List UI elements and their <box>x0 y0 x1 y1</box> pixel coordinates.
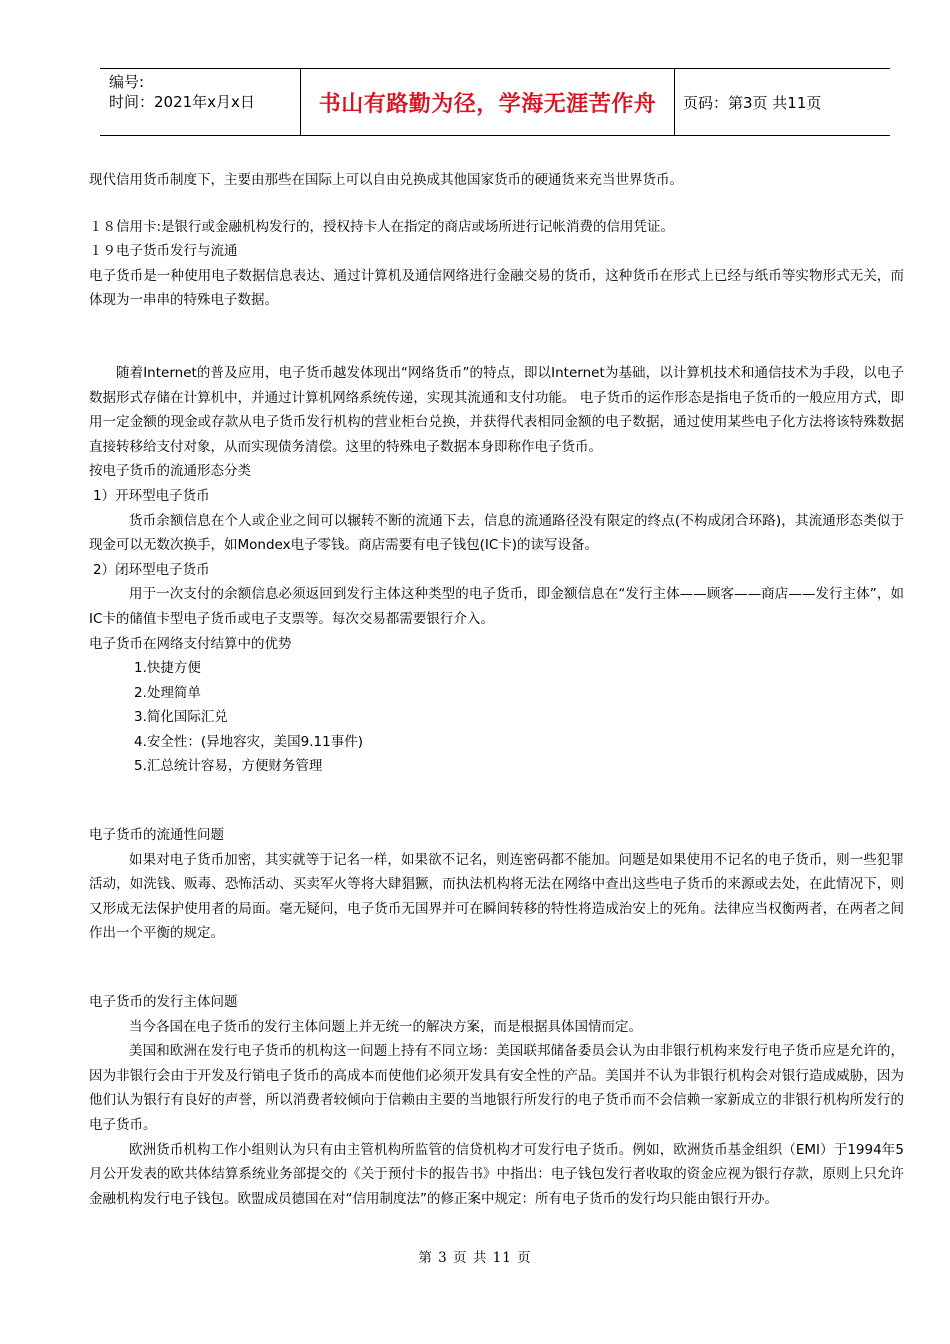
page-footer: 第 3 页 共 11 页 <box>418 1250 532 1266</box>
subheading-circulation: 电子货币的流通性问题 <box>89 827 224 844</box>
subheading-open-loop: 1）开环型电子货币 <box>93 487 210 504</box>
header-page-info: 页码：第3页 共11页 <box>683 93 822 112</box>
list-item: 3.简化国际汇兑 <box>134 709 228 726</box>
subheading-advantages: 电子货币在网络支付结算中的优势 <box>89 635 292 652</box>
header-meta-cell <box>100 69 301 135</box>
list-item: 4.安全性：(异地容灾，美国9.11事件) <box>134 733 363 750</box>
header-motto: 书山有路勤为径，学海无涯苦作舟 <box>301 69 675 135</box>
paragraph: 随着Internet的普及应用，电子货币越发体现出“网络货币”的特点，即以Internet为基础，以计算机技术和通信技术为手段，以电子数据形式存储在计算机中，并通过计算机网络系统传递，实现其流通和支付功能。 电子货币的运作形态是指电子货币的一般应用方式，即用一定金额的现金或存款从电子货币发行机构的营业柜台兑换，并获得代表相同金额的电子数据，通过使用某些电子化方法将该特殊数据直接转移给支付对象，从而实现债务清偿。这里的特殊电子数据本身即称作电子货币。 <box>89 364 904 455</box>
subheading-closed-loop: 2）闭环型电子货币 <box>93 561 210 578</box>
document-header <box>100 68 890 136</box>
paragraph: 欧洲货币机构工作小组则认为只有由主管机构所监管的信贷机构才可发行电子货币。例如，欧洲货币基金组织（EMI）于1994年5月公开发表的欧共体结算系统业务部提交的《关于预付卡的报告书》中指出：电子钱包发行者收取的资金应视为银行存款，原则上只允许金融机构发行电子钱包。欧盟成员德国在对“信用制度法”的修正案中规定：所有电子货币的发行均只能由银行开办。 <box>89 1141 904 1207</box>
list-item: 5.汇总统计容易，方便财务管理 <box>134 758 323 775</box>
date-label: 时间：2021年x月x日 <box>109 93 255 111</box>
subheading-issuer: 电子货币的发行主体问题 <box>89 994 238 1011</box>
paragraph: 当今各国在电子货币的发行主体问题上并无统一的解决方案，而是根据具体国情而定。 <box>129 1018 642 1035</box>
list-item: 1.快捷方便 <box>134 660 201 677</box>
paragraph: 电子货币是一种使用电子数据信息表达、通过计算机及通信网络进行金融交易的货币，这种货币在形式上已经与纸币等实物形式无关，而体现为一串串的特殊电子数据。 <box>89 267 904 309</box>
subheading: 按电子货币的流通形态分类 <box>89 463 251 480</box>
section-heading-e-money: １９电子货币发行与流通 <box>89 243 238 260</box>
paragraph: 用于一次支付的余额信息必须返回到发行主体这种类型的电子货币，即金额信息在“发行主体——顾客——商店——发行主体”，如IC卡的储值卡型电子货币或电子支票等。每次交易都需要银行介入。 <box>89 586 904 627</box>
serial-number-label: 编号: <box>109 73 145 91</box>
list-item: 2.处理简单 <box>134 684 201 701</box>
paragraph: 货币余额信息在个人或企业之间可以辗转不断的流通下去，信息的流通路径没有限定的终点(不构成闭合环路)，其流通形态类似于现金可以无数次换手，如Mondex电子零钱。商店需要有电子钱包(IC卡)的读写设备。 <box>89 512 904 554</box>
paragraph: 如果对电子货币加密，其实就等于记名一样，如果欲不记名，则连密码都不能加。问题是如果使用不记名的电子货币，则一些犯罪活动，如洗钱、贩毒、恐怖活动、买卖军火等将大肆猖獗，而执法机构将无法在网络中查出这些电子货币的来源或去处，在此情况下，则又形成无法保护使用者的局面。毫无疑问，电子货币无国界并可在瞬间转移的特性将造成治安上的死角。法律应当权衡两者，在两者之间作出一个平衡的规定。 <box>89 851 904 942</box>
section-heading-credit-card: １８信用卡:是银行或金融机构发行的，授权持卡人在指定的商店或场所进行记帐消费的信用凭证。 <box>89 218 675 235</box>
document-body <box>89 168 904 1211</box>
paragraph: 现代信用货币制度下，主要由那些在国际上可以自由兑换成其他国家货币的硬通货来充当世界货币。 <box>89 172 683 188</box>
paragraph: 美国和欧洲在发行电子货币的机构这一问题上持有不同立场：美国联邦储备委员会认为由非银行机构来发行电子货币应是允许的，因为非银行会由于开发及行销电子货币的高成本而使他们必须开发具有安全性的产品。美国并不认为非银行机构会对银行造成威胁，因为他们认为银行有良好的声誉，所以消费者较倾向于信赖由主要的当地银行所发行的电子货币而不会信赖一家新成立的非银行机构所发行的电子货币。 <box>89 1043 904 1133</box>
